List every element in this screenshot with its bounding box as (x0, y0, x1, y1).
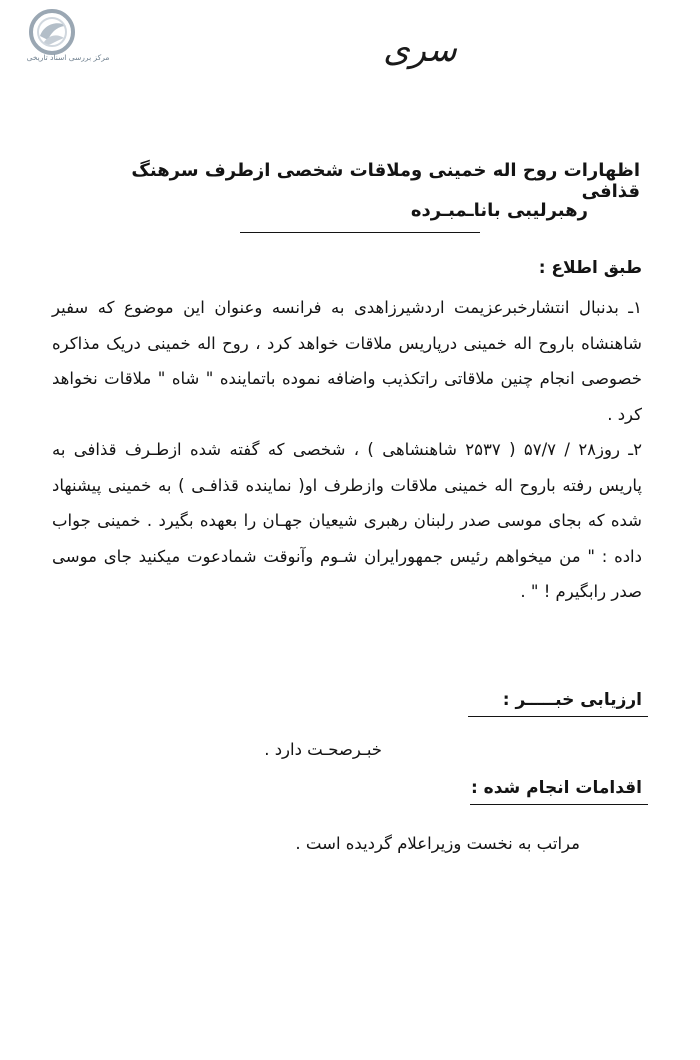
actions-heading: اقدامات انجام شده : (470, 778, 642, 798)
report-heading: طبق اطلاع : (538, 258, 642, 278)
evaluation-underline (468, 716, 648, 717)
paragraph-2: ۲ـ روز۲۸ / ۵۷/۷ ( ۲۵۳۷ شاهنشاهی ) ، شخصی که گفته شده ازطـرف قذافی به پاریس رفته باروح اله خمینی ملاقات وازطرف او( نماینده قذافـی ) به خمینی پیشنهاد شده که بجای موسی صدر رلبنان رهبری شیعیان جهـان را بعهده بگیرد . خمینی جواب داده : " من میخواهم رئیس جمهورایران شـوم وآنوقت شمادعوت میکنید جای موسی صدر رابگیرم ! " . (52, 440, 643, 601)
document-subtitle: رهبرلیبی باناـمبـرده (410, 200, 588, 221)
evaluation-text: خبـرصحـت دارد . (264, 740, 382, 759)
subtitle-underline (240, 232, 480, 233)
archive-center-logo-icon (28, 8, 76, 56)
evaluation-heading: ارزیابی خبـــــر : (502, 690, 642, 710)
paragraph-1: ۱ـ بدنبال انتشارخبرعزیمت اردشیرزاهدی به فرانسه وعنوان این موضوع که سفیر شاهنشاه باروح اله خمینی درپاریس ملاقات خواهد کرد ، روح اله خمینی دریک مذاکره خصوصی انجام چنین ملاقاتی راتکذیب واضافه نموده باتماینده " شاه " ملاقات نخواهد کرد . (52, 298, 642, 424)
watermark-text: مرکز بررسی اسناد تاریخی (26, 53, 110, 62)
actions-underline (470, 804, 648, 805)
document-title: اظهارات روح اله خمینی وملاقات شخصی ازطرف سرهنگ قذافی (131, 160, 640, 202)
actions-text: مراتب به نخست وزیراعلام گردیده است . (295, 834, 580, 853)
classification-stamp: سری (383, 30, 457, 70)
